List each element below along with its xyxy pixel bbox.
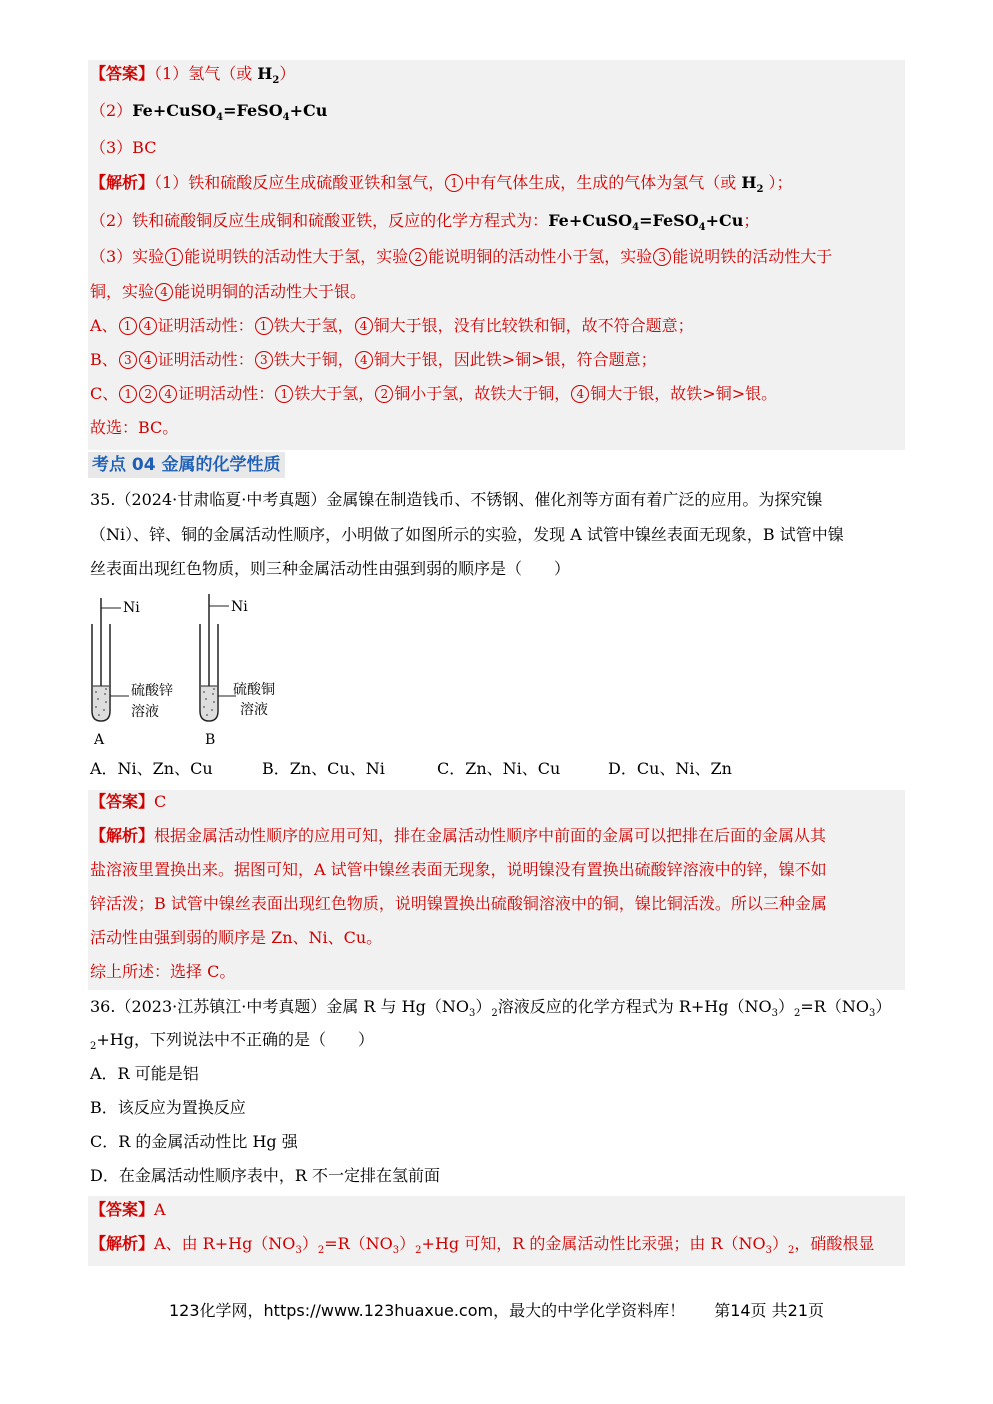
answer-text: （2）	[90, 101, 133, 120]
analysis-option-a	[90, 315, 694, 337]
analysis-text: ）；	[768, 173, 793, 192]
analysis-final: 故选：BC。	[90, 418, 179, 437]
analysis-tag: 【解析】	[90, 173, 155, 192]
circled-number: 3	[653, 248, 671, 266]
answer-tag: 【答案】	[90, 64, 155, 83]
wire-label-b: Ni	[231, 599, 248, 615]
analysis-line-4	[90, 281, 366, 303]
formula-sub: 2	[272, 75, 280, 86]
analysis-text: （1）铁和硫酸反应生成硫酸亚铁和氢气，	[154, 173, 445, 192]
circled-number: 1	[119, 317, 137, 335]
analysis-sub: 2	[415, 1245, 422, 1256]
q35-answer	[90, 791, 166, 813]
eq-part: +Cu	[289, 101, 328, 120]
answer-tag: 【答案】	[90, 1200, 155, 1219]
circled-number: 1	[275, 385, 293, 403]
analysis-text: 铜大于银，故铁>铜>银。	[590, 384, 778, 403]
analysis-line-1	[90, 172, 793, 201]
q36-sub: 2	[90, 1041, 97, 1052]
circled-number: 1	[445, 174, 463, 192]
tube-label-a: A	[94, 732, 105, 748]
answer-text: ）	[279, 64, 296, 83]
circled-number: 3	[119, 351, 137, 369]
analysis-text: 铜大于银，因此铁>铜>银，符合题意；	[373, 350, 657, 369]
solution-label-a-1: 硫酸锌	[131, 683, 173, 699]
q35-analysis-5: 综上所述：选择 C。	[90, 962, 236, 981]
q35-line-1: 35.（2024·甘肃临夏·中考真题）金属镍在制造钱币、不锈钢、催化剂等方面有着广泛的应用。为探究镍	[90, 490, 823, 509]
q36-answer	[90, 1199, 166, 1221]
q36-sub: 3	[468, 1008, 476, 1019]
analysis-text: 能说明铁的活动性大于	[672, 247, 833, 266]
analysis-text: 铁大于氢，	[294, 384, 375, 403]
analysis-text: 证明活动性：	[178, 384, 275, 403]
q35-analysis-3: 锌活泼；B 试管中镍丝表面出现红色物质，说明镍置换出硫酸铜溶液中的铜，镍比铜活泼。所以三种金属	[90, 894, 827, 913]
circled-number: 4	[571, 385, 589, 403]
analysis-text: C、	[90, 384, 119, 403]
footer-page-number: 第14页 共21页	[714, 1301, 824, 1320]
answer-block-shade	[88, 790, 905, 990]
q36-text: ）	[475, 997, 492, 1016]
eq-part: Fe+CuSO	[132, 101, 217, 120]
circled-number: 2	[409, 248, 427, 266]
q36-analysis-1	[90, 1233, 874, 1262]
analysis-text: 能说明铜的活动性大于银。	[174, 282, 367, 301]
q36-text: 36.（2023·江苏镇江·中考真题）金属 R 与 Hg（NO	[90, 997, 469, 1016]
q36-text: ）	[875, 997, 892, 1016]
q36-text: =R（NO	[800, 997, 869, 1016]
test-tube-figure	[85, 588, 305, 753]
eq-sub: 4	[216, 112, 224, 123]
analysis-text: ）	[301, 1234, 318, 1253]
analysis-text: 证明活动性：	[157, 350, 254, 369]
eq-part: Fe+CuSO	[548, 211, 633, 230]
q35-analysis-4: 活动性由强到弱的顺序是 Zn、Ni、Cu。	[90, 928, 383, 947]
answer-line-1	[90, 63, 295, 92]
section-title: 考点 04 金属的化学性质	[88, 452, 285, 478]
eq-sub: 4	[698, 222, 706, 233]
q35-option-a[interactable]: A．Ni、Zn、Cu	[90, 759, 213, 778]
analysis-sub: 3	[765, 1245, 772, 1256]
analysis-text: 铁大于氢，	[273, 316, 354, 335]
equation	[132, 101, 328, 123]
analysis-text: =R（NO	[324, 1234, 393, 1253]
analysis-text: 根据金属活动性顺序的应用可知，排在金属活动性顺序中前面的金属可以把排在后面的金属从其	[154, 826, 827, 845]
analysis-sub: 2	[317, 1245, 325, 1256]
analysis-text: 中有气体生成，生成的气体为氢气（或	[464, 173, 737, 192]
q35-line-2: （Ni）、锌、铜的金属活动性顺序，小明做了如图所示的实验，发现 A 试管中镍丝表面无现象，B 试管中镍	[90, 525, 844, 544]
q36-option-b[interactable]: B．该反应为置换反应	[90, 1098, 246, 1117]
q36-line-2	[90, 1029, 374, 1058]
eq-part: +Cu	[705, 211, 744, 230]
circled-number: 2	[375, 385, 393, 403]
formula-text: H	[257, 64, 273, 83]
answer-tag: 【答案】	[90, 792, 155, 811]
circled-number: 1	[255, 317, 273, 335]
q36-option-a[interactable]: A．R 可能是铝	[90, 1064, 199, 1083]
analysis-line-3	[90, 246, 832, 268]
analysis-text: 铁大于铜，	[273, 350, 354, 369]
analysis-sub: 3	[392, 1245, 400, 1256]
q35-option-b[interactable]: B．Zn、Cu、Ni	[262, 759, 385, 778]
q36-sub: 2	[793, 1008, 801, 1019]
analysis-sub: 2	[788, 1245, 795, 1256]
analysis-option-c	[90, 383, 777, 405]
circled-number: 4	[355, 351, 373, 369]
analysis-option-b	[90, 349, 657, 371]
analysis-text: 能说明铁的活动性大于氢，实验	[184, 247, 409, 266]
formula-h2	[741, 173, 764, 195]
analysis-tag: 【解析】	[90, 826, 155, 845]
analysis-text: ；	[743, 211, 760, 230]
analysis-text: 能说明铜的活动性小于氢，实验	[428, 247, 653, 266]
q36-text: +Hg，下列说法中不正确的是（ ）	[96, 1030, 374, 1049]
circled-number: 4	[139, 351, 157, 369]
analysis-text: 铜小于氢，故铁大于铜，	[394, 384, 571, 403]
q36-text: ）	[777, 997, 794, 1016]
formula-sub: 2	[756, 184, 764, 195]
circled-number: 4	[159, 385, 177, 403]
analysis-text: 铜大于银，没有比较铁和铜，故不符合题意；	[373, 316, 694, 335]
circled-number: 4	[355, 317, 373, 335]
circled-number: 4	[139, 317, 157, 335]
answer-text: C	[154, 792, 167, 811]
q36-text: 溶液反应的化学方程式为 R+Hg（NO	[497, 997, 772, 1016]
eq-sub: 4	[282, 112, 290, 123]
test-tube-a	[92, 598, 129, 721]
answer-text: （1）氢气（或	[154, 64, 253, 83]
page-footer	[0, 1298, 993, 1321]
analysis-text: 铜，实验	[90, 282, 155, 301]
analysis-sub: 3	[295, 1245, 302, 1256]
solution-label-b-2: 溶液	[240, 702, 268, 718]
circled-number: 4	[155, 283, 173, 301]
q36-sub: 3	[868, 1008, 876, 1019]
tube-label-b: B	[205, 732, 216, 748]
analysis-text: A、	[90, 316, 118, 335]
q36-option-c[interactable]: C．R 的金属活动性比 Hg 强	[90, 1132, 298, 1151]
solution-label-b-1: 硫酸铜	[233, 682, 275, 698]
q35-analysis-2: 盐溶液里置换出来。据图可知，A 试管中镍丝表面无现象，说明镍没有置换出硫酸锌溶液中的锌，镍不如	[90, 860, 827, 879]
eq-part: =FeSO	[223, 101, 283, 120]
analysis-text: +Hg 可知，R 的金属活动性比汞强；由 R（NO	[421, 1234, 766, 1253]
circled-number: 3	[255, 351, 273, 369]
formula-h2	[257, 64, 280, 86]
analysis-text: B、	[90, 350, 118, 369]
q36-sub: 3	[771, 1008, 778, 1019]
answer-line-3: （3）BC	[90, 138, 157, 157]
eq-sub: 4	[632, 222, 640, 233]
answer-line-2	[90, 100, 327, 129]
eq-part: =FeSO	[639, 211, 699, 230]
analysis-text: （2）铁和硫酸铜反应生成铜和硫酸亚铁，反应的化学方程式为：	[90, 211, 549, 230]
analysis-text: （3）实验	[90, 247, 165, 266]
circled-number: 1	[119, 385, 137, 403]
solution-label-a-2: 溶液	[131, 704, 159, 720]
equation	[548, 211, 744, 233]
analysis-line-2	[90, 210, 759, 239]
q36-line-1	[90, 996, 891, 1025]
footer-site-text[interactable]: 123化学网，https://www.123huaxue.com，最大的中学化学资料库！	[168, 1301, 686, 1320]
formula-text: H	[741, 173, 757, 192]
q35-analysis-1	[90, 825, 826, 847]
q35-line-3: 丝表面出现红色物质，则三种金属活动性由强到弱的顺序是（ ）	[90, 559, 571, 578]
circled-number: 2	[139, 385, 157, 403]
analysis-text: 证明活动性：	[157, 316, 254, 335]
q35-option-d[interactable]: D．Cu、Ni、Zn	[608, 759, 732, 778]
answer-text: A	[154, 1200, 166, 1219]
analysis-text: A、由 R+Hg（NO	[154, 1234, 296, 1253]
q35-option-c[interactable]: C．Zn、Ni、Cu	[437, 759, 561, 778]
circled-number: 1	[165, 248, 183, 266]
wire-label-a: Ni	[123, 600, 140, 616]
q36-sub: 2	[491, 1008, 498, 1019]
analysis-text: ）	[772, 1234, 789, 1253]
q36-option-d[interactable]: D．在金属活动性顺序表中，R 不一定排在氢前面	[90, 1166, 440, 1185]
q35-options	[90, 758, 732, 780]
analysis-text: ）	[399, 1234, 416, 1253]
analysis-tag: 【解析】	[90, 1234, 155, 1253]
analysis-text: ，硝酸根显	[794, 1234, 875, 1253]
